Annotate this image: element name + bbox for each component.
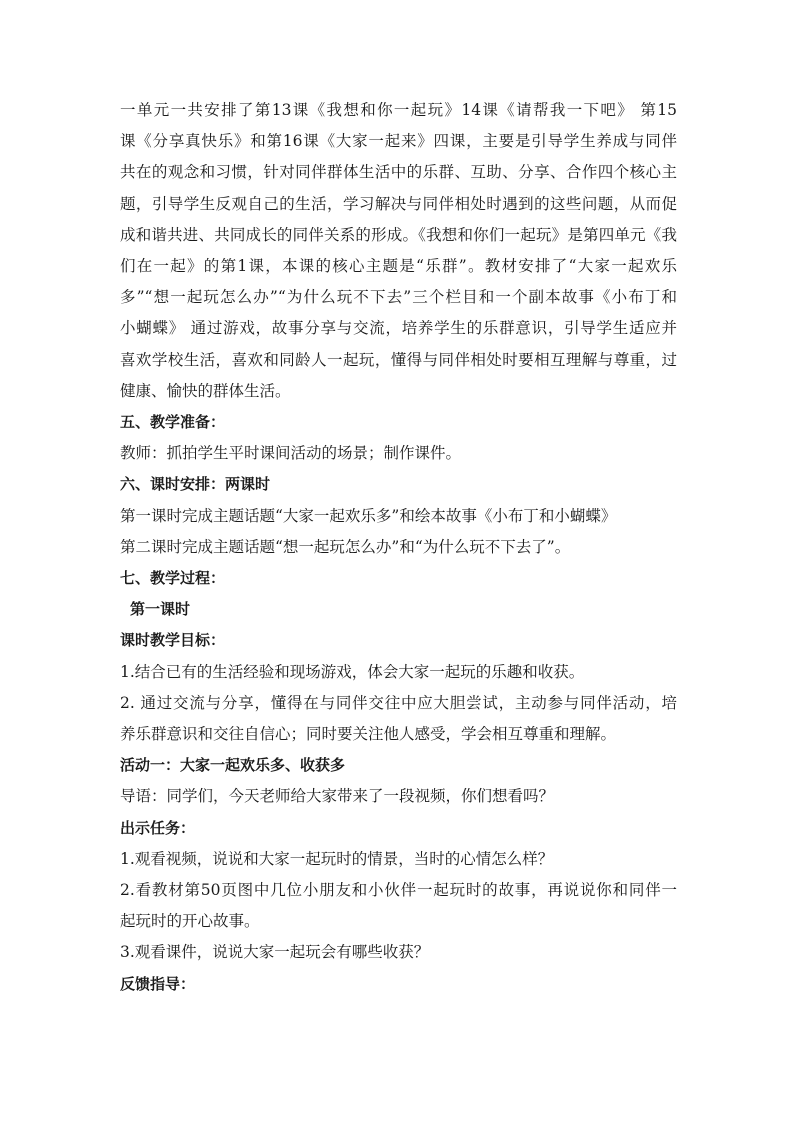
section-heading-preparation: 五、教学准备： — [120, 413, 226, 432]
goals-heading: 课时教学目标： — [120, 631, 226, 650]
text-line: 小蝴蝶》 通过游戏，故事分享与交流，培养学生的乐群意识，引导学生适应并 — [120, 319, 677, 338]
section-heading-schedule — [120, 469, 677, 500]
text-line: 题，引导学生反观自己的生活，学习解决与同伴相处时遇到的这些问题，从而促 — [120, 194, 677, 213]
text-line: 一单元一共安排了第13课《我想和你一起玩》14课《请帮我一下吧》 第15 — [120, 101, 677, 119]
text-line: 课《分享真快乐》和第16课《大家一起来》四课，主要是引导学生养成与同伴 — [120, 132, 677, 151]
text-line: 喜欢学校生活，喜欢和同龄人一起玩，懂得与同伴相处时要相互理解与尊重，过 — [120, 350, 677, 369]
section-heading-process: 七、教学过程： — [120, 569, 226, 588]
intro-paragraph — [120, 95, 677, 407]
lesson-title: 第一课时 — [130, 600, 191, 619]
task-3: 3.观看课件，说说大家一起玩会有哪些收获？ — [120, 943, 430, 962]
schedule-line-1: 第一课时完成主题话题“大家一起欢乐多”和绘本故事《小布丁和小蝴蝶》 — [120, 506, 617, 525]
text-line: 多”“想一起玩怎么办”“为什么玩不下去”三个栏目和一个副本故事《小布丁和 — [120, 288, 677, 307]
goal-1: 1.结合已有的生活经验和现场游戏，体会大家一起玩的乐趣和收获。 — [120, 662, 585, 681]
task-heading: 出示任务： — [120, 818, 196, 837]
schedule-heading-label: 六、课时安排： — [120, 475, 226, 494]
schedule-heading-value: 两课时 — [225, 475, 271, 494]
schedule-line-2: 第二课时完成主题话题“想一起玩怎么办”和“为什么玩不下去了”。 — [120, 537, 571, 556]
text-line: 共在的观念和习惯，针对同伴群体生活中的乐群、互助、分享、合作四个核心主 — [120, 163, 677, 182]
task-2-line: 2.看教材第50页图中几位小朋友和小伙伴一起玩时的故事，再说说你和同伴一 — [120, 881, 677, 900]
text-line: 成和谐共进、共同成长的同伴关系的形成。《我想和你们一起玩》是第四单元《我 — [120, 225, 677, 244]
intro-talk: 导语：同学们，今天老师给大家带来了一段视频，你们想看吗？ — [120, 787, 555, 806]
task-2-line: 起玩时的开心故事。 — [120, 912, 260, 931]
feedback-heading: 反馈指导： — [120, 974, 196, 993]
activity-1-heading: 活动一：大家一起欢乐多、收获多 — [120, 756, 346, 775]
text-line: 们在一起》的第1课，本课的核心主题是“乐群”。教材安排了“大家一起欢乐 — [120, 257, 677, 276]
text-line: 健康、愉快的群体生活。 — [120, 381, 291, 400]
task-1: 1.观看视频，说说和大家一起玩时的情景，当时的心情怎么样？ — [120, 849, 554, 868]
goal-2-line: 养乐群意识和交往自信心；同时要关注他人感受，学会相互尊重和理解。 — [120, 725, 617, 744]
goal-2-line: 2. 通过交流与分享，懂得在与同伴交往中应大胆尝试，主动参与同伴活动，培 — [120, 693, 677, 712]
preparation-text: 教师：抓拍学生平时课间活动的场景；制作课件。 — [120, 444, 462, 463]
